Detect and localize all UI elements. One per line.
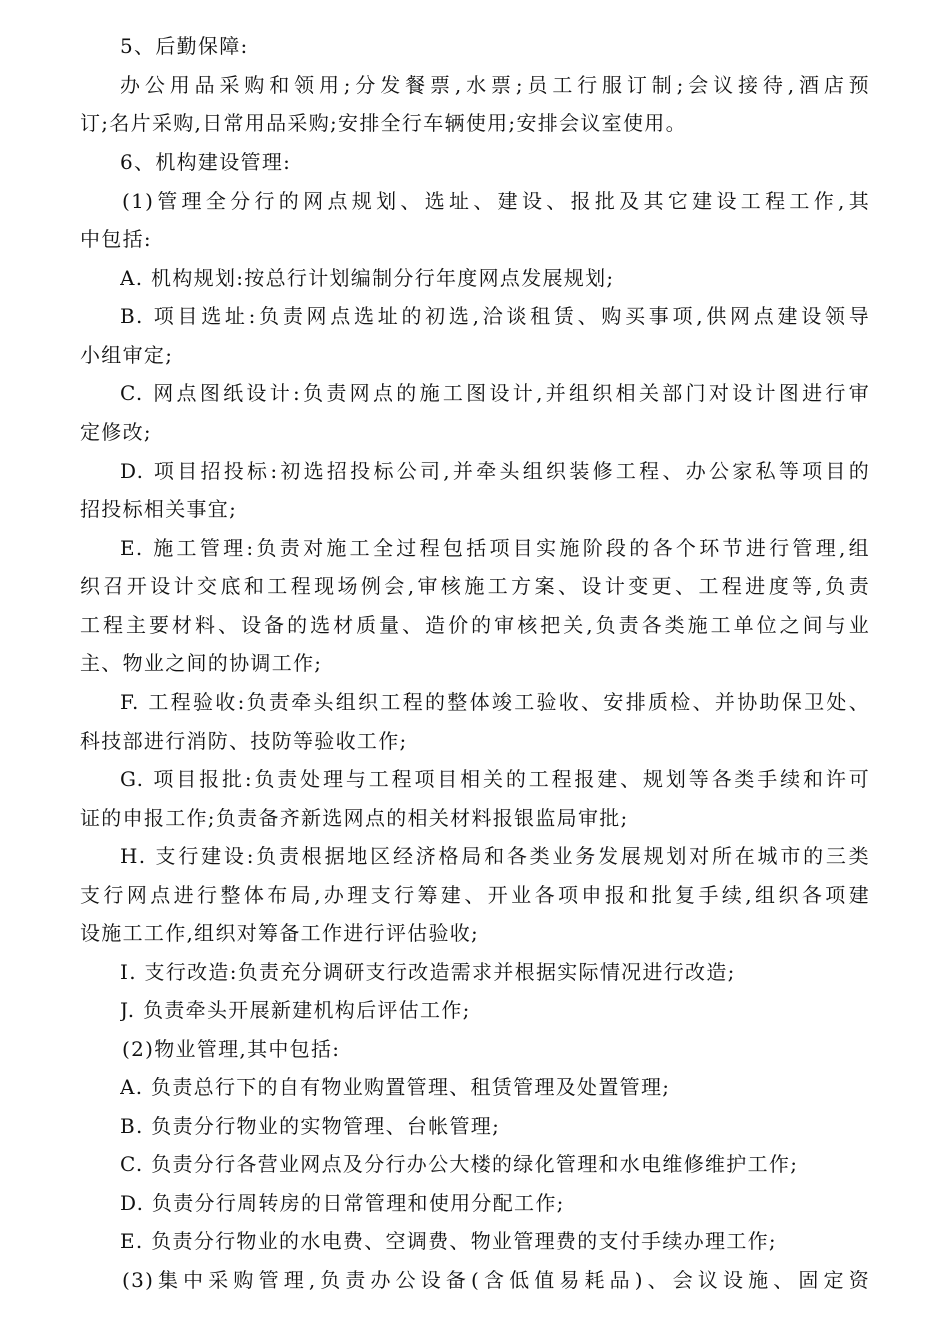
list-item-a: A. 负责总行下的自有物业购置管理、租赁管理及处置管理; [120,1075,671,1099]
subsection-heading-3: (3)集中采购管理,负责办公设备(含低值易耗品)、会议设施、固定资 [122,1268,870,1292]
subsection-heading-2: (2)物业管理,其中包括: [122,1037,341,1061]
list-item-h: H. 支行建设:负责根据地区经济格局和各类业务发展规划对所在城市的三类 [120,844,870,868]
list-item-e: E. 施工管理:负责对施工全过程包括项目实施阶段的各个环节进行管理,组 [120,536,870,560]
list-item-i: I. 支行改造:负责充分调研支行改造需求并根据实际情况进行改造; [120,960,736,984]
paragraph-line: 主、物业之间的协调工作; [80,651,323,675]
list-item-b: B. 项目选址:负责网点选址的初选,洽谈租赁、购买事项,供网点建设领导 [120,304,870,328]
list-item-f: F. 工程验收:负责牵头组织工程的整体竣工验收、安排质检、并协助保卫处、 [120,690,870,714]
list-item-e: E. 负责分行物业的水电费、空调费、物业管理费的支付手续办理工作; [120,1229,777,1253]
paragraph-line: 定修改; [80,420,152,444]
section-heading-logistics: 5、后勤保障: [120,34,249,58]
paragraph-line: 织召开设计交底和工程现场例会,审核施工方案、设计变更、工程进度等,负责 [80,574,870,598]
paragraph-line: 办公用品采购和领用;分发餐票,水票;员工行服订制;会议接待,酒店预 [120,73,870,97]
paragraph-line: 中包括: [80,227,152,251]
list-item-j: J. 负责牵头开展新建机构后评估工作; [120,998,471,1022]
paragraph-line: 设施工工作,组织对筹备工作进行评估验收; [80,921,480,945]
list-item-b: B. 负责分行物业的实物管理、台帐管理; [120,1114,501,1138]
paragraph-line: 证的申报工作;负责备齐新选网点的相关材料报银监局审批; [80,806,629,830]
list-item-c: C. 网点图纸设计:负责网点的施工图设计,并组织相关部门对设计图进行审 [120,381,870,405]
list-item-g: G. 项目报批:负责处理与工程项目相关的工程报建、规划等各类手续和许可 [120,767,870,791]
list-item-d: D. 项目招投标:初选招投标公司,并牵头组织装修工程、办公家私等项目的 [120,459,870,483]
subsection-heading-1: (1)管理全分行的网点规划、选址、建设、报批及其它建设工程工作,其 [122,189,870,213]
paragraph-line: 支行网点进行整体布局,办理支行筹建、开业各项申报和批复手续,组织各项建 [80,883,870,907]
paragraph-line: 招投标相关事宜; [80,497,238,521]
paragraph-line: 小组审定; [80,343,174,367]
paragraph-line: 科技部进行消防、技防等验收工作; [80,729,408,753]
list-item-a: A. 机构规划:按总行计划编制分行年度网点发展规划; [120,266,615,290]
list-item-d: D. 负责分行周转房的日常管理和使用分配工作; [120,1191,565,1215]
section-heading-institution: 6、机构建设管理: [120,150,292,174]
paragraph-line: 工程主要材料、设备的选材质量、造价的审核把关,负责各类施工单位之间与业 [80,613,870,637]
paragraph-line: 订;名片采购,日常用品采购;安排全行车辆使用;安排会议室使用。 [80,111,687,135]
list-item-c: C. 负责分行各营业网点及分行办公大楼的绿化管理和水电维修维护工作; [120,1152,799,1176]
